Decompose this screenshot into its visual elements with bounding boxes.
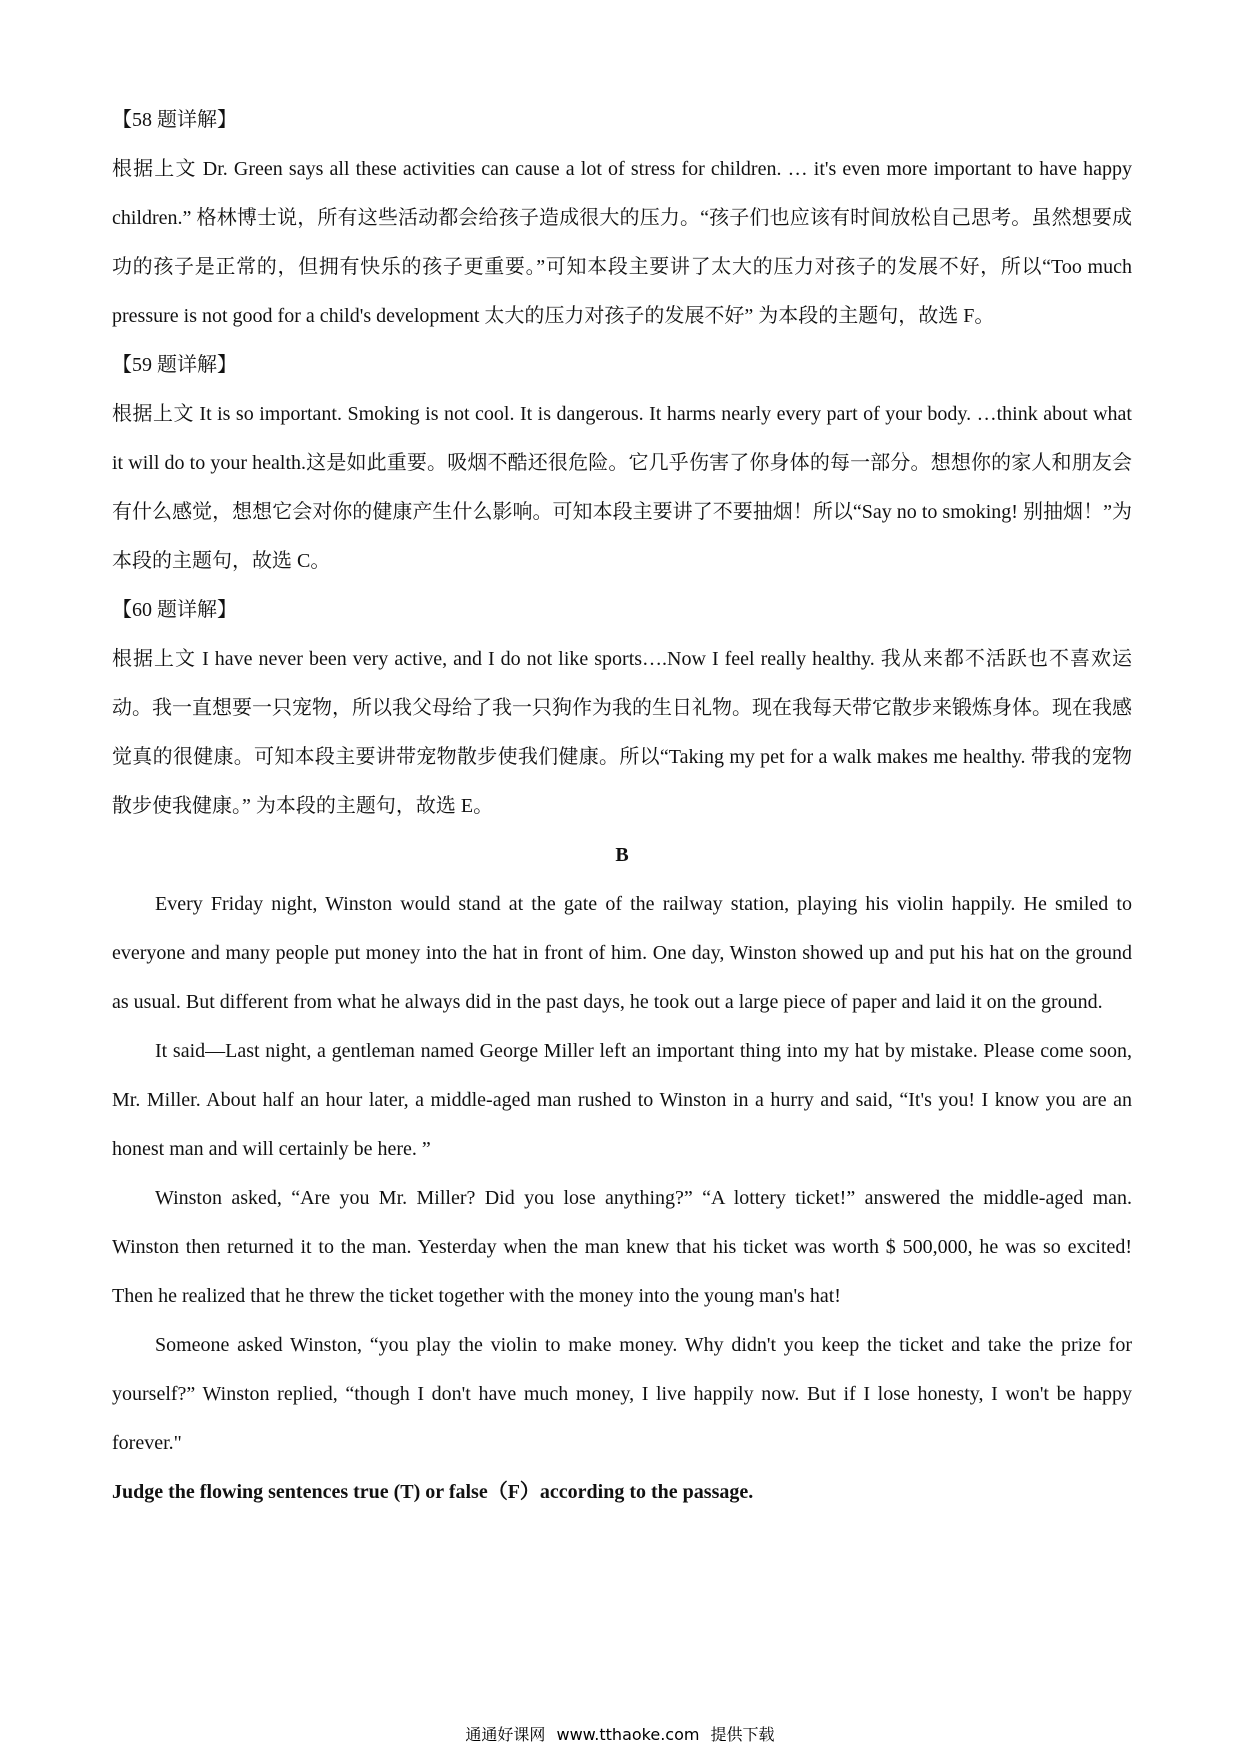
document-page [112, 96, 1132, 1517]
explanation-heading: 【58 题详解】 [112, 109, 237, 131]
explanation-heading: 【59 题详解】 [112, 354, 237, 376]
explanation-heading: 【60 题详解】 [112, 599, 237, 621]
passage-paragraph: Winston asked, “Are you Mr. Miller? Did you lose anything?” “A lottery ticket!” answered the middle-aged man. Winston then returned it to the man. Yesterday when the man knew that his ticket was worth $ 500,000, he was so excited! Then he realized that he threw the ticket together with the money into the young man's hat! [112, 1187, 1132, 1307]
question-instruction: Judge the flowing sentences true (T) or false（F）according to the passage. [112, 1481, 754, 1503]
passage-paragraph: Someone asked Winston, “you play the violin to make money. Why didn't you keep the ticket and take the prize for yourself?” Winston replied, “though I don't have much money, I live happily now. But if I lose honesty, I won't be happy forever." [112, 1334, 1132, 1454]
explanation-59 [112, 341, 1132, 586]
explanation-text: 根据上文 Dr. Green says all these activities can cause a lot of stress for children. … it's even more important to have happy children.” 格林博士说，所有这些活动都会给孩子造成很大的压力。“孩子们也应该有时间放松自己思考。虽然想要成功的孩子是正常的，但拥有快乐的孩子更重要。”可知本段主要讲了太大的压力对孩子的发展不好，所以“Too much pressure is not good for a child's development 太大的压力对孩子的发展不好” 为本段的主题句，故选 F。 [112, 158, 1132, 327]
explanation-text: 根据上文 It is so important. Smoking is not cool. It is dangerous. It harms nearly every part of your body. …think about what it will do to your health.这是如此重要。吸烟不酷还很危险。它几乎伤害了你身体的每一部分。想想你的家人和朋友会有什么感觉，想想它会对你的健康产生什么影响。可知本段主要讲了不要抽烟！所以“Say no to smoking! 别抽烟！”为本段的主题句，故选 C。 [112, 403, 1132, 572]
passage-paragraph: It said—Last night, a gentleman named George Miller left an important thing into my hat by mistake. Please come soon, Mr. Miller. About half an hour later, a middle-aged man rushed to Winston in a hurry and said, “It's you! I know you are an honest man and will certainly be here. ” [112, 1040, 1132, 1160]
passage-paragraph: Every Friday night, Winston would stand at the gate of the railway station, playing his violin happily. He smiled to everyone and many people put money into the hat in front of him. One day, Winston showed up and put his hat on the ground as usual. But different from what he always did in the past days, he took out a large piece of paper and laid it on the ground. [112, 893, 1132, 1013]
footer-watermark: 通通好课网 www.tthaoke.com 提供下载 [465, 1725, 775, 1744]
explanation-58 [112, 96, 1132, 341]
section-title: B [615, 844, 629, 866]
explanation-text: 根据上文 I have never been very active, and I do not like sports….Now I feel really healthy. 我从来都不活跃也不喜欢运动。我一直想要一只宠物，所以我父母给了我一只狗作为我的生日礼物。现在我每天带它散步来锻炼身体。现在我感觉真的很健康。可知本段主要讲带宠物散步使我们健康。所以“Taking my pet for a walk makes me healthy. 带我的宠物散步使我健康。” 为本段的主题句，故选 E。 [112, 648, 1132, 817]
explanation-60 [112, 586, 1132, 831]
